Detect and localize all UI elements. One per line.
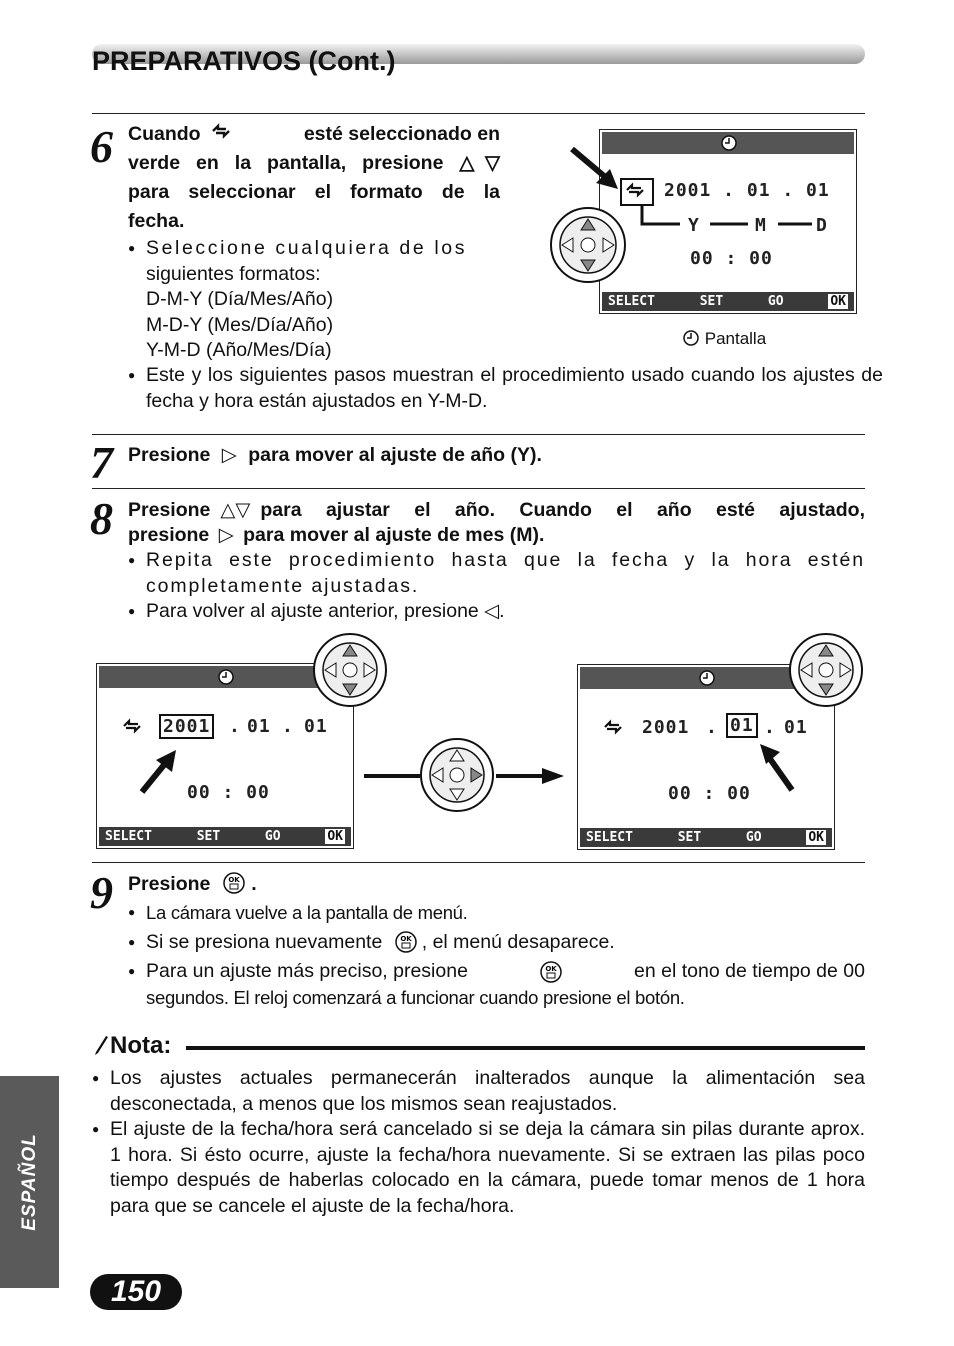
date-format-icon [209, 120, 235, 149]
divider [92, 113, 865, 114]
format-mdy: M-D-Y (Mes/Día/Año) [146, 313, 334, 336]
arrow-pad-icon [311, 631, 389, 709]
camera-screen-format [599, 129, 857, 314]
screen-month-selected: 01 [726, 713, 758, 738]
page-title: PREPARATIVOS (Cont.) [92, 46, 396, 76]
note-rule [186, 1046, 865, 1050]
arrow-pad-icon [418, 736, 496, 814]
note-title-text: Nota: [110, 1032, 172, 1059]
footer-ok: OK [327, 829, 343, 844]
bullet2-a: Si se presiona nuevamente [146, 930, 383, 953]
bullet3-c: segundos. El reloj comenzará a funcionar cuando presione el botón. [146, 986, 685, 1008]
ok-button-icon [539, 960, 563, 984]
list-item-cont: siguientes formatos: [146, 262, 321, 285]
screen-m: M [755, 215, 767, 236]
bullet3-a: ● Para un ajuste más preciso, presione [146, 960, 468, 982]
list-item: ● La cámara vuelve a la pantalla de menú. [128, 900, 865, 926]
step8-text [128, 498, 865, 625]
date-format-icon [600, 717, 628, 737]
date-format-icon [119, 716, 147, 736]
caption-text: Pantalla [704, 329, 767, 348]
screen-caption [682, 329, 766, 349]
footer-select: SELECT [608, 294, 655, 309]
ok-button-icon [394, 930, 418, 954]
right-arrow-icon: ▷ [218, 524, 234, 546]
format-connector [640, 204, 840, 234]
screen-sep: . [706, 717, 718, 738]
list-item: ● Seleccione cualquiera de los [128, 236, 500, 262]
step6-bold-4: fecha. [128, 210, 185, 232]
step7-b: para mover al ajuste de año (Y). [248, 444, 542, 466]
pencil-icon [92, 1034, 110, 1056]
note-item: ● El ajuste de la fecha/hora será cancelado si se deja la cámara sin pilas durante aprox. 1 hora. Si ésto ocurre, ajuste la fecha/hora nuevamente. Si se extraen las pilas poco tiempo después de haberlas colocado en la cámara, puede tomar menos de 1 hora para que se cancele el ajuste de la fecha/hora. [92, 1117, 865, 1219]
ok-button-icon [222, 871, 246, 895]
screen-y: Y [688, 215, 700, 236]
screen-sep: . [229, 716, 241, 737]
divider [92, 434, 865, 435]
svg-text:OK: OK [228, 876, 240, 884]
footer-go: GO [767, 294, 784, 309]
list-item: ● Repita este procedimiento hasta que la fecha y la hora estén completamente ajustadas. [128, 548, 865, 599]
arrow-pad-icon [548, 205, 628, 285]
step-number-8: 8 [90, 493, 113, 544]
clock-icon [682, 329, 700, 347]
list-item [128, 959, 865, 985]
screen-sep: . [282, 716, 294, 737]
footer-go: GO [264, 829, 281, 844]
step6-bold-2: verde en la pantalla, presione △▽ [128, 152, 500, 174]
step-number-6: 6 [90, 121, 113, 172]
footer-set: SET [699, 294, 724, 309]
footer-ok: OK [830, 294, 846, 309]
pointer-arrow-icon [756, 740, 800, 794]
bullet3-b: en el tono de tiempo de 00 [634, 960, 865, 982]
screen-date: 2001 . 01 . 01 [664, 180, 830, 201]
screen-footer [602, 292, 854, 311]
divider [92, 862, 865, 863]
svg-text:OK: OK [400, 934, 412, 943]
screen-month: 01 [247, 716, 271, 737]
screen-time: 00 : 00 [690, 248, 773, 269]
screen-day: 01 [784, 717, 808, 738]
screen-day: 01 [304, 716, 328, 737]
note-list [92, 1066, 865, 1219]
step-number-7: 7 [90, 437, 113, 488]
note-item: ● Los ajustes actuales permanecerán inalterados aunque la alimentación sea desconectada, a menos que los mismos sean reajustados. [92, 1066, 865, 1117]
format-ymd: Y-M-D (Año/Mes/Día) [146, 339, 332, 361]
format-dmy: D-M-Y (Día/Mes/Año) [146, 288, 334, 310]
step7-a: Presione [128, 444, 211, 466]
screen-sep: . [764, 717, 776, 738]
divider [92, 488, 865, 489]
clock-icon [217, 668, 235, 686]
right-arrow-icon: ▷ [221, 444, 237, 466]
note-title [92, 1032, 171, 1060]
footer-set: SET [196, 829, 221, 844]
pointer-arrow-icon [136, 746, 186, 796]
step8-2b: para mover al ajuste de mes (M). [243, 524, 545, 546]
footer-set: SET [677, 830, 702, 845]
up-down-icon: △▽ [220, 499, 251, 521]
footer-select: SELECT [105, 829, 152, 844]
footer-ok: OK [808, 830, 824, 845]
screen-footer [99, 827, 351, 846]
screen-time: 00 : 00 [668, 783, 751, 804]
list-item: ● Para volver al ajuste anterior, presione ◁. [128, 599, 865, 625]
step6-text [128, 120, 500, 364]
step7-text [128, 443, 542, 467]
screen-year-selected: 2001 [159, 714, 214, 739]
list-item [128, 930, 865, 956]
step9-title: Presione [128, 873, 211, 895]
arrow-pad-icon [787, 631, 865, 709]
step-number-9: 9 [90, 867, 113, 918]
step9-text: Presione OK . ● La cámara vuelve a la pantalla de menú. ● Si se presiona nuevamente OK , el menú desaparece. ● Para un ajuste más preciso, presione OK en el tono de tiempo de 00 segundos. El reloj comenzará a funcionar cuando presione el botón. [128, 871, 865, 1010]
screen-header [602, 132, 854, 154]
screen-footer [580, 828, 832, 847]
step6-bold-3: para seleccionar el formato de la [128, 181, 500, 203]
footer-go: GO [745, 830, 762, 845]
clock-icon [720, 134, 738, 152]
step6-bold-a: Cuando [128, 123, 201, 145]
screen-time: 00 : 00 [187, 782, 270, 803]
step6-bold-b: esté seleccionado en [303, 123, 500, 145]
step8-1b: para ajustar el año. Cuando el año esté ajustado, [260, 499, 865, 521]
screen-year: 2001 [642, 717, 690, 738]
language-label: ESPAÑOL [19, 1133, 40, 1231]
bullet2-b: , el menú desaparece. [421, 930, 615, 953]
list-item: ● Este y los siguientes pasos muestran el procedimiento usado cuando los ajustes de fecha y hora están ajustados en Y-M-D. [128, 363, 883, 414]
page-number: 150 [90, 1274, 182, 1310]
step8-1a: Presione [128, 499, 211, 521]
step8-2a: presione [128, 524, 210, 546]
svg-text:OK: OK [545, 965, 557, 973]
pointer-arrow-icon [566, 145, 626, 195]
footer-select: SELECT [586, 830, 633, 845]
screen-d: D [816, 215, 828, 236]
clock-icon [698, 669, 716, 687]
